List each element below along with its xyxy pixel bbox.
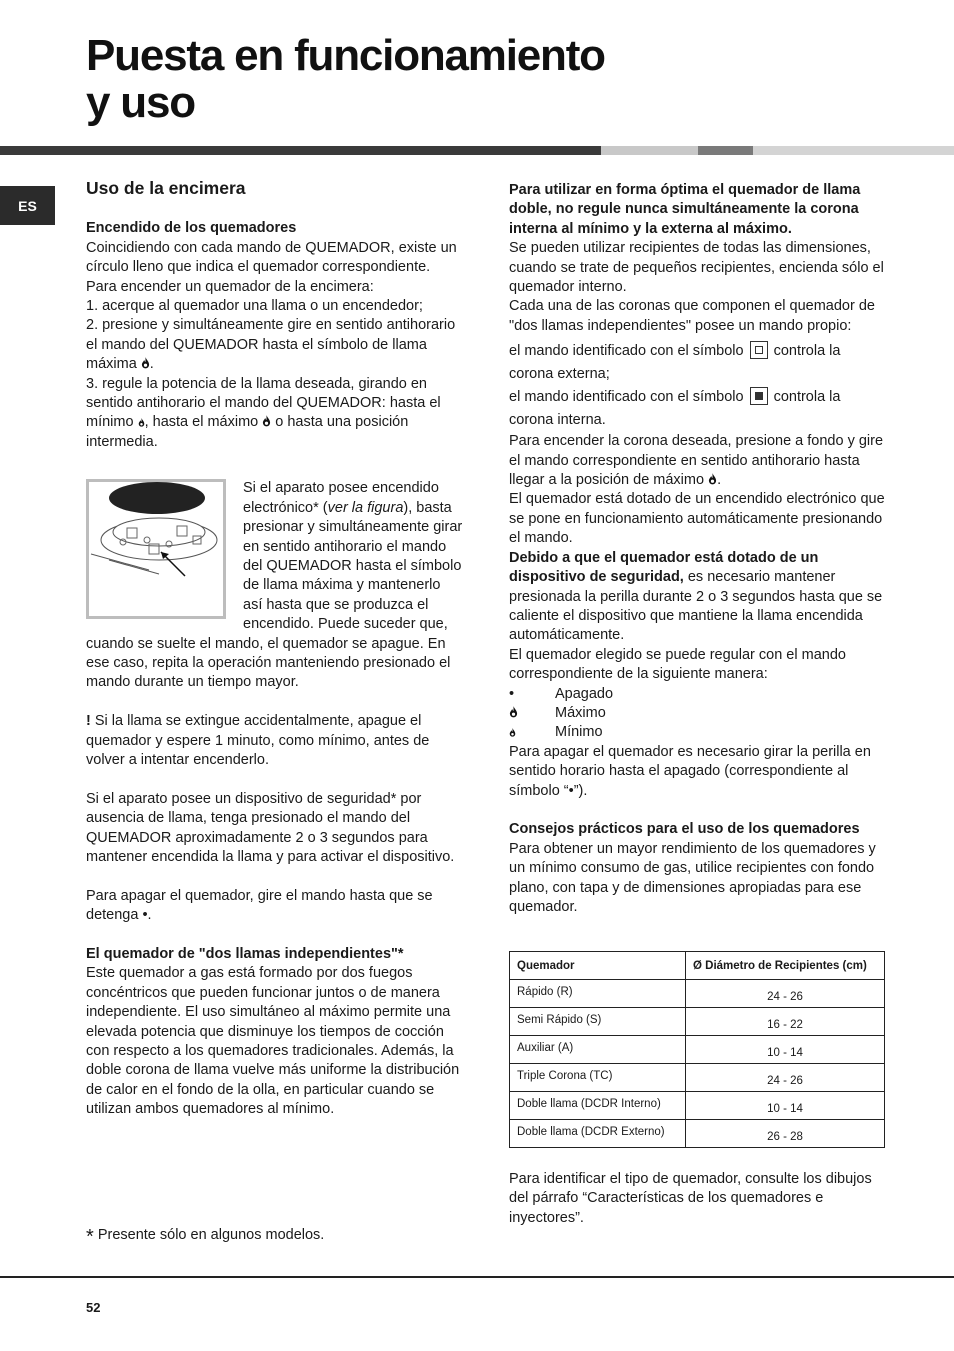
table-cell-burner: Triple Corona (TC) <box>510 1064 686 1092</box>
table-cell-diameter: 16 - 22 <box>686 1008 885 1036</box>
tips-text: Para obtener un mayor rendimiento de los quemadores y un mínimo consumo de gas, utilice recipientes con fondo plano, con tapa y de dimensiones apropiadas para ese quemador. <box>509 840 876 915</box>
ignition-title: Encendido de los quemadores <box>86 220 297 237</box>
switch-off-note: Para apagar el quemador es necesario girar la perilla en sentido horario hasta el apagado (correspondiente al símbolo “•”). <box>509 743 871 799</box>
left-column <box>86 179 463 1120</box>
warning-note: ! Si la llama se extingue accidentalmente, apague el quemador y espere 1 minuto, como mínimo, antes de volver a intentar encenderlo. <box>86 713 430 768</box>
double-flame-advice: Para utilizar en forma óptima el quemador de llama doble, no regule nunca simultáneamente la corona interna al mínimo y la externa al máximo. <box>509 182 861 237</box>
header-rule-light <box>601 146 698 155</box>
inner-crown-line: el mando identificado con el símbolo controla la corona interna. <box>509 389 841 429</box>
ignition-figure-block <box>86 479 463 692</box>
header-rule-dark <box>0 146 601 155</box>
table-header-burner: Quemador <box>510 952 686 980</box>
table-header-row <box>510 952 885 980</box>
table-cell-burner: Semi Rápido (S) <box>510 1008 686 1036</box>
regulation-text: El quemador elegido se puede regular con el mando correspondiente de la siguiente manera: <box>509 646 846 683</box>
flame-max-icon <box>708 473 717 485</box>
table-row <box>510 1008 885 1036</box>
page-number: 52 <box>86 1300 101 1315</box>
container-note: Se pueden utilizar recipientes de todas las dimensiones, cuando se trate de pequeños recipientes, encienda sólo el quemador interno. <box>509 240 884 296</box>
legend-max: Máximo <box>509 704 885 723</box>
outer-crown-symbol-icon <box>750 341 768 359</box>
ignition-step-3: 3. regule la potencia de la llama deseada, girando en sentido antihorario el mando del QUEMADOR: hasta el mínimo , hasta el máximo o hasta una posición intermedia. <box>86 375 441 450</box>
safety-device-note: Debido a que el quemador está dotado de un dispositivo de seguridad, es necesario mantener presionada la perilla durante 2 o 3 segundos hasta que se caliente el dispositivo que mantiene la llama encendida automáticamente. <box>509 549 883 644</box>
page-title-line1: Puesta en funcionamiento <box>86 31 605 80</box>
table-cell-diameter: 10 - 14 <box>686 1036 885 1064</box>
ignition-instructions: Para encender un quemador de la encimera: <box>86 278 374 295</box>
header-rule-light-end <box>753 146 954 155</box>
footer-rule <box>0 1276 954 1278</box>
flame-max-icon <box>141 357 150 369</box>
header-rule-mid <box>698 146 753 155</box>
table-cell-burner: Doble llama (DCDR Interno) <box>510 1092 686 1120</box>
light-crown-text: Para encender la corona deseada, presione a fondo y gire el mando correspondiente en sentido antihorario hasta llegar a la posición de máximo . <box>509 433 884 489</box>
legend-off: • Apagado <box>509 685 614 702</box>
warning-mark: ! <box>86 713 91 730</box>
page-title <box>86 32 605 126</box>
flame-max-icon <box>509 706 518 718</box>
table-cell-diameter: 24 - 26 <box>686 1064 885 1092</box>
electronic-ignition-text: Si el aparato posee encendido electrónico* (ver la figura), basta presionar y simultáneamente girar en sentido antihorario el mando del QUEMADOR hasta el símbolo de llama máxima y mantenerlo así hasta que se produzca el encendido. Puede suceder que, cuando se suelte el mando, el quemador se apague. En ese caso, repita la operación manteniendo presionado el mando durante un tiempo mayor. <box>86 480 463 691</box>
table-row <box>510 980 885 1008</box>
legend-min: Mínimo <box>509 723 885 742</box>
outer-crown-line: el mando identificado con el símbolo controla la corona externa; <box>509 343 841 383</box>
ignition-step-2: 2. presione y simultáneamente gire en sentido antihorario el mando del QUEMADOR hasta el símbolo de llama máxima . <box>86 317 456 373</box>
electronic-ignition-note: El quemador está dotado de un encendido electrónico que se pone en funcionamiento automáticamente presionando el mando. <box>509 491 885 547</box>
table-row <box>510 1064 885 1092</box>
language-tab: ES <box>0 186 55 225</box>
burner-table <box>509 951 885 1148</box>
table-cell-diameter: 24 - 26 <box>686 980 885 1008</box>
crown-control-text: Cada una de las coronas que componen el quemador de "dos llamas independientes" posee un mando propio: <box>509 298 875 334</box>
double-flame-text: Este quemador a gas está formado por dos fuegos concéntricos que pueden funcionar juntos o de manera independiente. El uso simultáneo al máximo permite una elevada potencia que disminuye los tiempos de cocción con respecto a los quemadores tradicionales. Además, la doble corona de llama vuelve más uniforme la distribución de calor en el fondo de la olla, en particular cuando se utilizan ambos quemadores al mínimo. <box>86 965 460 1118</box>
flame-min-icon <box>509 728 516 737</box>
page-title-line2: y uso <box>86 78 195 127</box>
safety-device-text: Si el aparato posee un dispositivo de seguridad* por ausencia de llama, tenga presionado el mando del QUEMADOR aproximadamente 2 o 3 segundos para mantener encendida la llama y para activar el dispositivo. <box>86 790 455 865</box>
switch-off-text: Para apagar el quemador, gire el mando hasta que se detenga •. <box>86 887 433 924</box>
table-cell-burner: Auxiliar (A) <box>510 1036 686 1064</box>
burner-ignition-figure <box>86 479 226 619</box>
table-header-diameter: Ø Diámetro de Recipientes (cm) <box>686 952 885 980</box>
flame-min-icon <box>138 418 145 427</box>
flame-max-icon <box>262 415 271 427</box>
ignition-intro: Coincidiendo con cada mando de QUEMADOR, existe un círculo lleno que indica el quemador correspondiente. <box>86 239 457 276</box>
table-cell-diameter: 10 - 14 <box>686 1092 885 1120</box>
section-heading: Uso de la encimera <box>86 178 246 198</box>
ignition-step-1: 1. acerque al quemador una llama o un encendedor; <box>86 298 423 315</box>
table-row <box>510 1092 885 1120</box>
table-row <box>510 1036 885 1064</box>
inner-crown-symbol-icon <box>750 387 768 405</box>
table-cell-burner: Rápido (R) <box>510 980 686 1008</box>
table-cell-diameter: 26 - 28 <box>686 1120 885 1148</box>
table-row <box>510 1120 885 1148</box>
tips-title: Consejos prácticos para el uso de los quemadores <box>509 821 860 838</box>
table-cell-burner: Doble llama (DCDR Externo) <box>510 1120 686 1148</box>
double-flame-title: El quemador de "dos llamas independientes"* <box>86 945 404 962</box>
right-column <box>509 181 885 917</box>
burner-identification-text: Para identificar el tipo de quemador, consulte los dibujos del párrafo “Características de los quemadores e inyectores”. <box>509 1171 872 1226</box>
footnote: * Presente sólo en algunos modelos. <box>86 1226 325 1248</box>
